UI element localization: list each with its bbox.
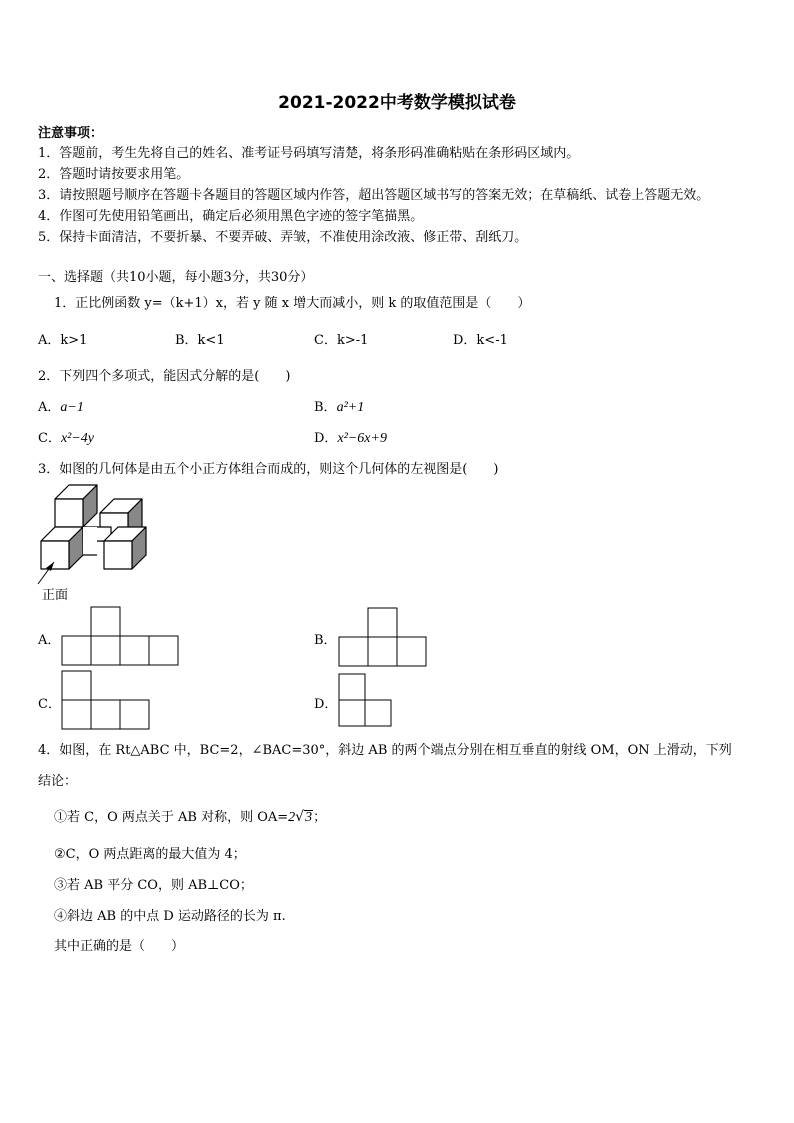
question-1-stem: 1．正比例函数 y=（k+1）x，若 y 随 x 增大而减小，则 k 的取值范围是（ ）	[54, 296, 531, 311]
statement-end: ；	[313, 810, 327, 825]
q4-statement-1	[54, 806, 326, 826]
q1-option-c: C．k>-1	[314, 333, 369, 348]
q1-option-d: D．k<-1	[453, 333, 508, 348]
notice-item: 1．答题前，考生先将自己的姓名、准考证号码填写清楚，将条形码准确粘贴在条形码区域内。	[38, 146, 580, 161]
q1-option-b: B．k<1	[175, 333, 225, 348]
q4-statement-4: ④斜边 AB 的中点 D 运动路径的长为 π.	[54, 909, 286, 924]
q2-expr-b: a²+1	[336, 400, 365, 415]
front-view-label: 正面	[42, 588, 69, 603]
q3-option-d-label: D．	[314, 697, 338, 712]
notice-item: 2．答题时请按要求用笔。	[38, 167, 190, 182]
question-2-stem: 2．下列四个多项式，能因式分解的是( )	[38, 369, 291, 384]
q2-expr-d: x²−6x+9	[337, 431, 387, 446]
q3-option-a-label: A．	[38, 633, 61, 648]
cube-solid-figure	[34, 480, 154, 605]
q1-option-a: A．k>1	[38, 333, 88, 348]
q4-statement-3: ③若 AB 平分 CO，则 AB⊥CO；	[54, 878, 253, 893]
q3-option-b-figure	[339, 607, 429, 667]
page-title: 2021-2022中考数学模拟试卷	[278, 93, 516, 113]
notice-item: 4．作图可先使用铅笔画出，确定后必须用黑色字迹的签字笔描黑。	[38, 209, 424, 224]
q3-option-c-label: C．	[38, 697, 61, 712]
q3-option-d-figure	[339, 673, 395, 729]
q2-expr-a: a−1	[60, 400, 84, 415]
option-letter: A．	[38, 400, 61, 415]
sqrt-coefficient: 2	[288, 810, 296, 825]
q2-option-b	[314, 396, 364, 416]
section-heading: 一、选择题（共10小题，每小题3分，共30分）	[38, 270, 314, 285]
q3-option-c-figure	[62, 670, 152, 730]
statement-text: ①若 C，O 两点关于 AB 对称，则 OA=	[54, 810, 289, 825]
q2-option-d	[314, 427, 387, 447]
notice-item: 5．保持卡面清洁，不要折暴、不要弄破、弄皱，不准使用涂改液、修正带、刮纸刀。	[38, 230, 528, 245]
question-4-stem-continued: 结论：	[38, 774, 78, 789]
sqrt-radicand: 3	[305, 810, 313, 825]
q3-option-b-label: B．	[314, 633, 337, 648]
q3-option-a-figure	[62, 606, 180, 666]
option-letter: C．	[38, 431, 61, 446]
option-letter: D．	[314, 431, 338, 446]
q2-option-a	[38, 396, 84, 416]
notice-heading: 注意事项：	[38, 126, 104, 141]
notice-item: 3．请按照题号顺序在答题卡各题目的答题区域内作答，超出答题区域书写的答案无效；在草稿纸、试卷上答题无效。	[38, 188, 710, 203]
sqrt-symbol-icon: √	[295, 809, 305, 825]
option-letter: B．	[314, 400, 337, 415]
q4-statement-2: ②C，O 两点距离的最大值为 4；	[54, 847, 246, 862]
q2-option-c	[38, 427, 94, 447]
question-4-stem: 4．如图，在 Rt△ABC 中，BC=2，∠BAC=30°，斜边 AB 的两个端点分别在相互垂直的射线 OM，ON 上滑动，下列	[38, 743, 732, 758]
q2-expr-c: x²−4y	[60, 431, 95, 446]
q4-question: 其中正确的是（ ）	[54, 939, 185, 954]
question-3-stem: 3．如图的几何体是由五个小正方体组合而成的，则这个几何体的左视图是( )	[38, 462, 499, 477]
